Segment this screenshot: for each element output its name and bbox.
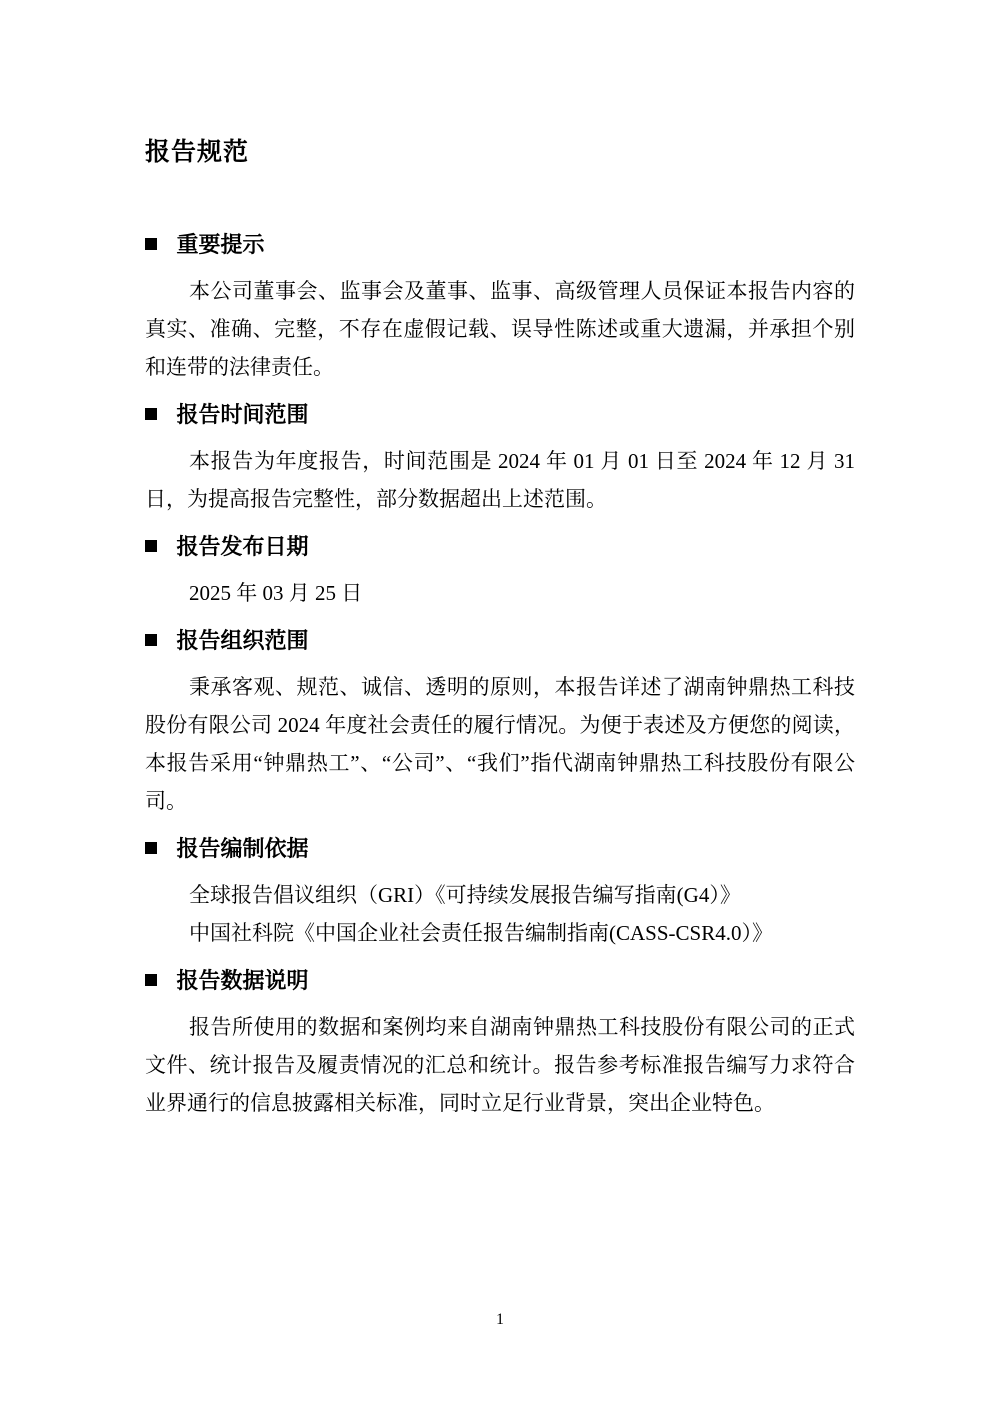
page-footer — [0, 1310, 1000, 1330]
heading-important-notice — [145, 226, 855, 264]
square-bullet-icon — [145, 540, 157, 552]
section-release-date — [145, 528, 855, 612]
heading-compilation-basis-label: 报告编制依据 — [176, 836, 309, 861]
square-bullet-icon — [145, 842, 157, 854]
heading-compilation-basis — [145, 830, 855, 868]
square-bullet-icon — [145, 634, 157, 646]
heading-release-date-label: 报告发布日期 — [176, 534, 309, 559]
paragraph-report-period: 本报告为年度报告，时间范围是 2024 年 01 月 01 日至 2024 年 12 月 31 日，为提高报告完整性，部分数据超出上述范围。 — [145, 449, 855, 511]
heading-org-scope — [145, 622, 855, 660]
line-release-date: 2025 年 03 月 25 日 — [189, 581, 363, 605]
paragraph-important-notice: 本公司董事会、监事会及董事、监事、高级管理人员保证本报告内容的真实、准确、完整，不存在虚假记载、误导性陈述或重大遗漏，并承担个别和连带的法律责任。 — [145, 279, 855, 379]
section-report-period — [145, 396, 855, 518]
page-content — [145, 0, 855, 1122]
square-bullet-icon — [145, 238, 157, 250]
heading-report-period — [145, 396, 855, 434]
section-important-notice — [145, 226, 855, 386]
line-basis-cass: 中国社科院《中国企业社会责任报告编制指南(CASS-CSR4.0）》 — [189, 921, 773, 945]
heading-report-period-label: 报告时间范围 — [176, 402, 309, 427]
square-bullet-icon — [145, 408, 157, 420]
paragraph-data-description: 报告所使用的数据和案例均来自湖南钟鼎热工科技股份有限公司的正式文件、统计报告及履责情况的汇总和统计。报告参考标准报告编写力求符合业界通行的信息披露相关标准，同时立足行业背景，突出企业特色。 — [145, 1015, 855, 1115]
square-bullet-icon — [145, 974, 157, 986]
section-org-scope — [145, 622, 855, 820]
page-title: 报告规范 — [145, 139, 250, 166]
heading-important-notice-label: 重要提示 — [176, 232, 265, 257]
line-basis-gri: 全球报告倡议组织（GRI）《可持续发展报告编写指南(G4）》 — [189, 883, 741, 907]
paragraph-org-scope: 秉承客观、规范、诚信、透明的原则，本报告详述了湖南钟鼎热工科技股份有限公司 2024 年度社会责任的履行情况。为便于表述及方便您的阅读，本报告采用“钟鼎热工”、“公司”、“我们”指代湖南钟鼎热工科技股份有限公司。 — [145, 675, 855, 813]
heading-release-date — [145, 528, 855, 566]
page-number: 1 — [496, 1311, 504, 1328]
heading-org-scope-label: 报告组织范围 — [176, 628, 309, 653]
section-data-description — [145, 962, 855, 1122]
heading-data-description-label: 报告数据说明 — [176, 968, 309, 993]
heading-data-description — [145, 962, 855, 1000]
section-compilation-basis — [145, 830, 855, 952]
